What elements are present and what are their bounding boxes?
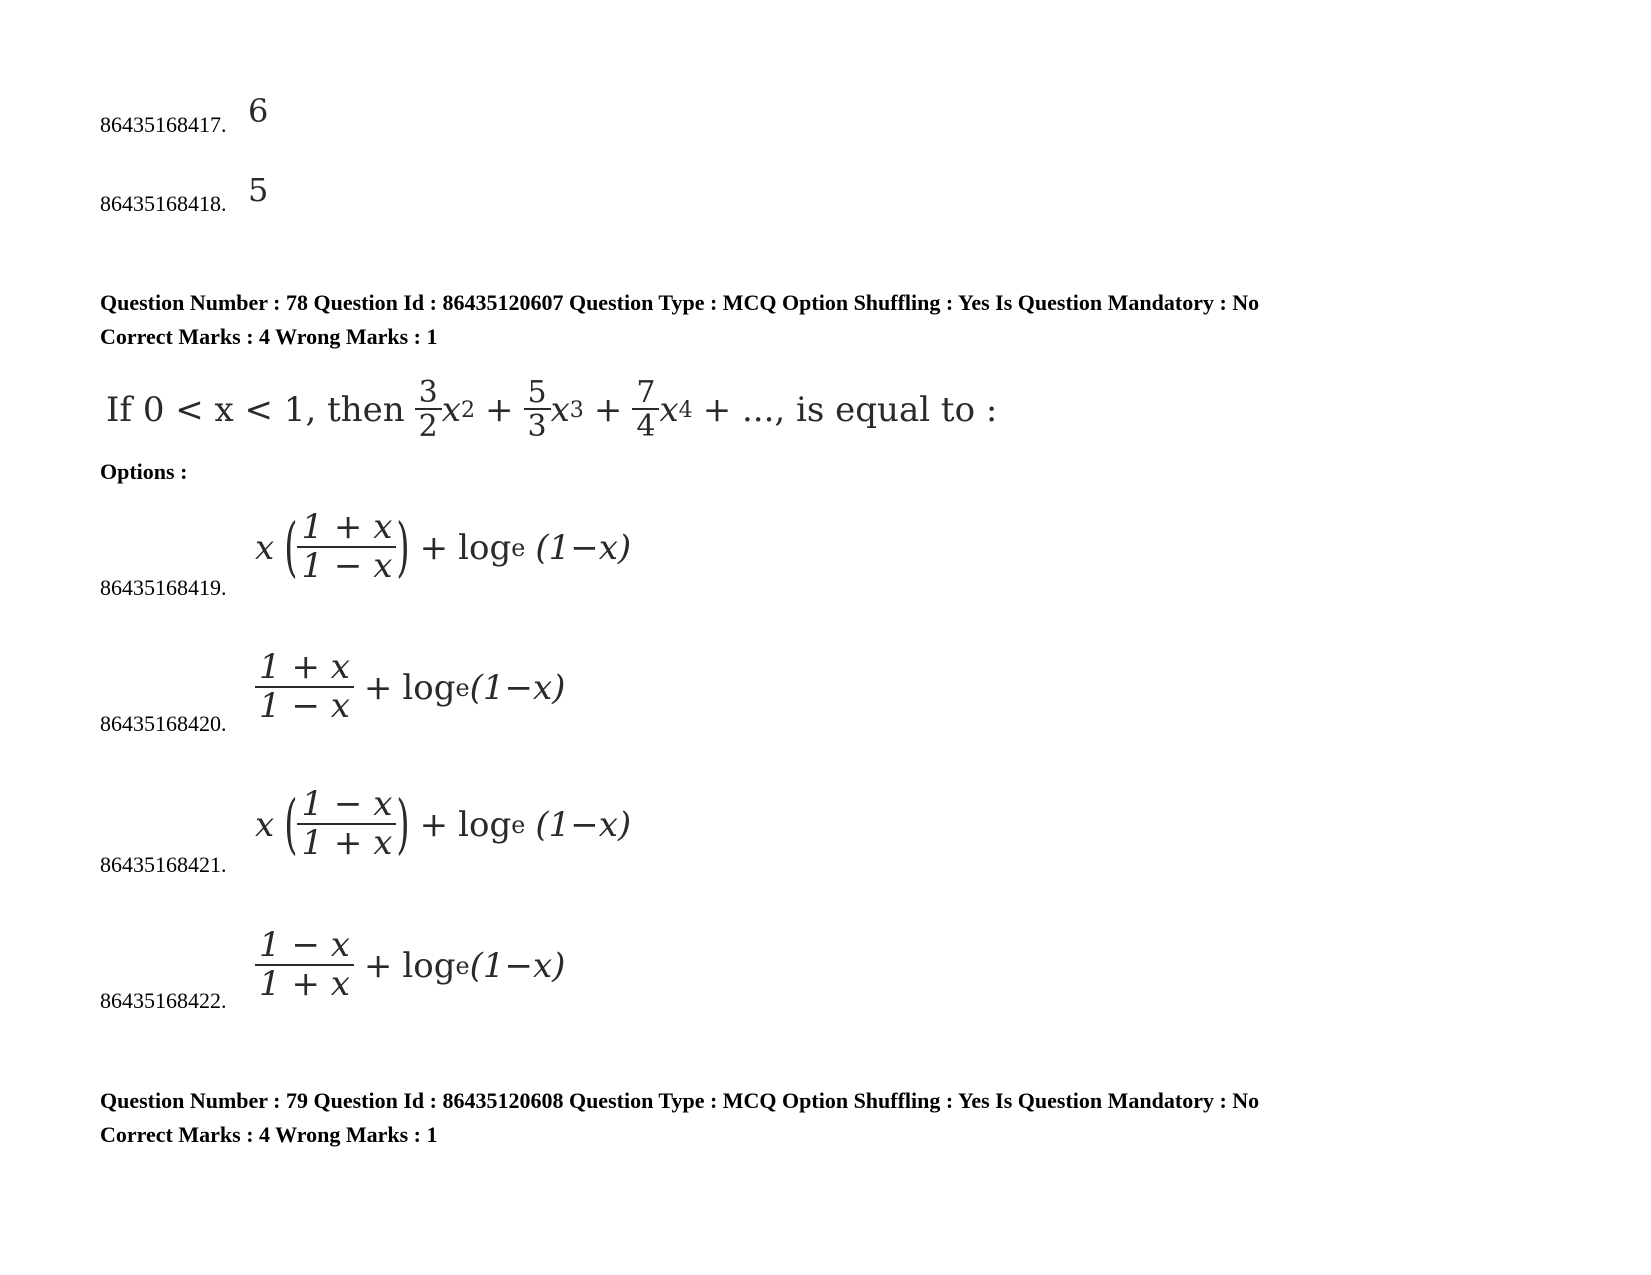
question-header [100, 1084, 1259, 1152]
stem-suffix: + ..., is equal to : [702, 390, 998, 430]
options-label: Options : [100, 459, 188, 484]
stem-fraction: $\frac{7}{4}$ [632, 377, 659, 444]
stem-prefix: If 0 < x < 1, then [106, 390, 405, 430]
option-id: 86435168422. [100, 988, 227, 1013]
question-stem: If 0 < x < 1, then $\frac{3}{2}$ x 2 + $\frac{5}{3}$ x 3 + $\frac{7}{4}$ x 4 + ..., is equal to : [106, 374, 998, 445]
option-id: 86435168418. [100, 191, 227, 216]
option-formula: x ( $\frac{1 + x}{1 - x}$ ) + log e (1−x) [255, 507, 632, 587]
question-header [100, 286, 1259, 354]
option-id: 86435168417. [100, 112, 227, 137]
question-meta: Question Number : 79 Question Id : 86435120608 Question Type : MCQ Option Shuffling : Yes Is Question Mandatory : No [100, 1088, 1260, 1113]
stem-fraction: $\frac{3}{2}$ [415, 377, 442, 444]
option-value: 5 [248, 171, 269, 209]
question-meta: Question Number : 78 Question Id : 86435120607 Question Type : MCQ Option Shuffling : Yes Is Question Mandatory : No [100, 290, 1260, 315]
option-id: 86435168421. [100, 852, 227, 877]
option-formula: $\frac{1 - x}{1 + x}$ + log e (1−x) [255, 921, 565, 1011]
question-marks: Correct Marks : 4 Wrong Marks : 1 [100, 324, 438, 349]
option-id: 86435168419. [100, 575, 227, 600]
option-id: 86435168420. [100, 711, 227, 736]
stem-fraction: $\frac{5}{3}$ [524, 377, 551, 444]
option-formula: $\frac{1 + x}{1 - x}$ + log e (1−x) [255, 643, 565, 733]
option-value: 6 [248, 92, 269, 130]
question-marks: Correct Marks : 4 Wrong Marks : 1 [100, 1122, 438, 1147]
option-formula: x ( $\frac{1 - x}{1 + x}$ ) + log e (1−x) [255, 784, 632, 864]
